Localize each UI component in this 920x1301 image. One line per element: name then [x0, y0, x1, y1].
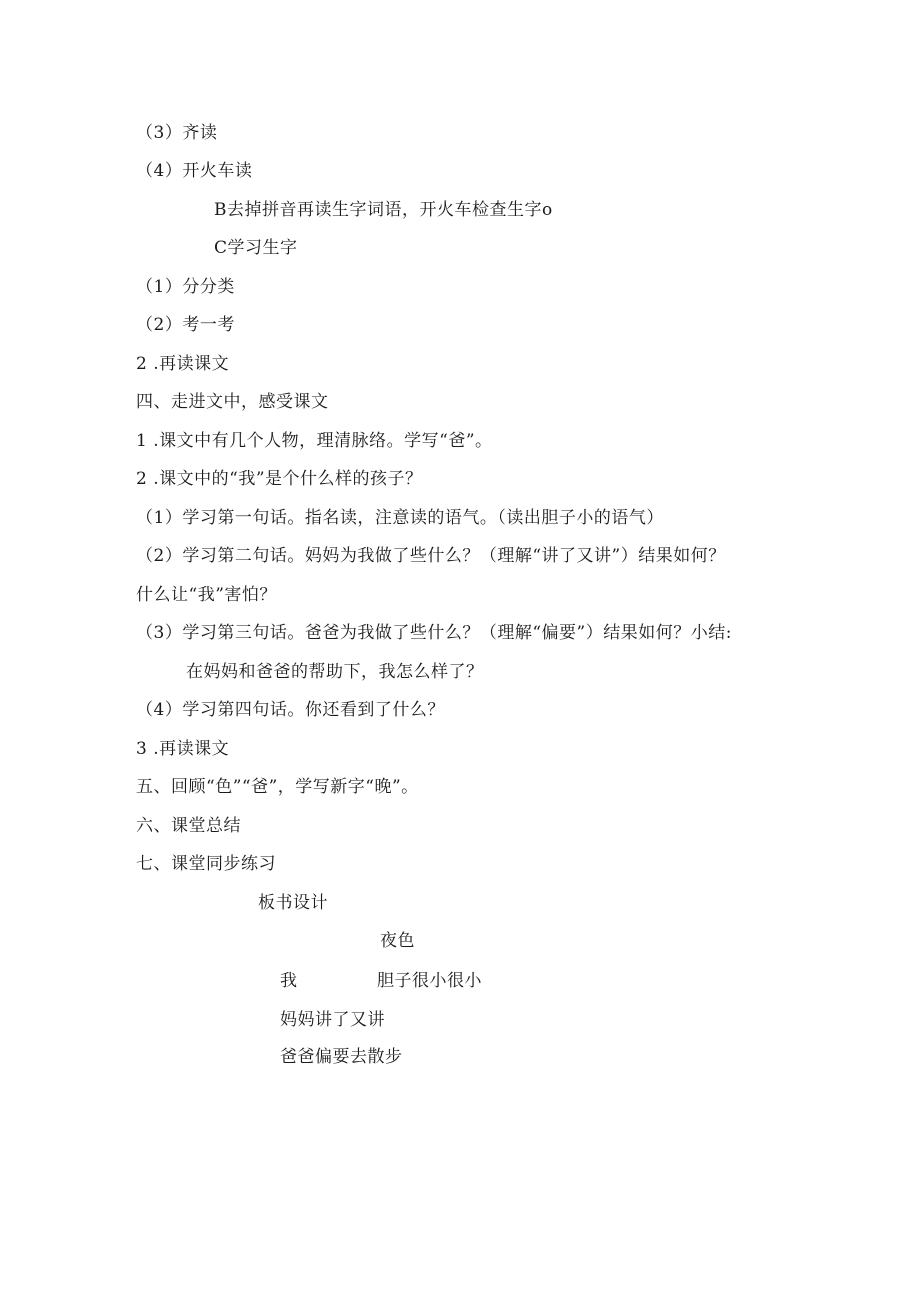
section-heading: 六、课堂总结: [136, 816, 241, 836]
step-line: B去掉拼音再读生字词语，开火车检查生字o: [214, 200, 553, 220]
board-mom: 妈妈讲了又讲: [280, 1010, 385, 1030]
step-line: （4）开火车读: [136, 161, 253, 181]
board-timid: 胆子很小很小: [377, 971, 482, 991]
section-heading: 五、回顾“色”“爸”，学写新字“晚”。: [136, 777, 419, 797]
board-me: 我: [280, 971, 298, 991]
section-heading: 七、课堂同步练习: [136, 854, 276, 874]
step-line: 在妈妈和爸爸的帮助下，我怎么样了？: [186, 662, 484, 682]
step-line: 什么让“我”害怕？: [136, 585, 277, 605]
step-line: （1）学习第一句话。指名读，注意读的语气。（读出胆子小的语气）: [136, 508, 664, 528]
step-line: C学习生字: [214, 238, 298, 258]
board-dad: 爸爸偏要去散步: [280, 1047, 403, 1067]
board-design-heading: 板书设计: [258, 893, 328, 913]
step-line: 2 .课文中的“我”是个什么样的孩子？: [136, 469, 423, 489]
step-line: 2 .再读课文: [136, 354, 230, 374]
step-line: （4）学习第四句话。你还看到了什么？: [136, 700, 445, 720]
board-title: 夜色: [380, 931, 415, 951]
step-line: （2）考一考: [136, 315, 235, 335]
step-line: （3）学习第三句话。爸爸为我做了些什么？（理解“偏要”）结果如何？小结:: [136, 623, 732, 643]
step-line: 3 .再读课文: [136, 739, 230, 759]
step-line: （1）分分类: [136, 277, 235, 297]
section-heading: 四、走进文中，感受课文: [136, 392, 329, 412]
step-line: 1 .课文中有几个人物，理清脉络。学写“爸”。: [136, 431, 493, 451]
step-line: （2）学习第二句话。妈妈为我做了些什么？（理解“讲了又讲”）结果如何？: [136, 546, 726, 566]
step-line: （3）齐读: [136, 123, 218, 143]
